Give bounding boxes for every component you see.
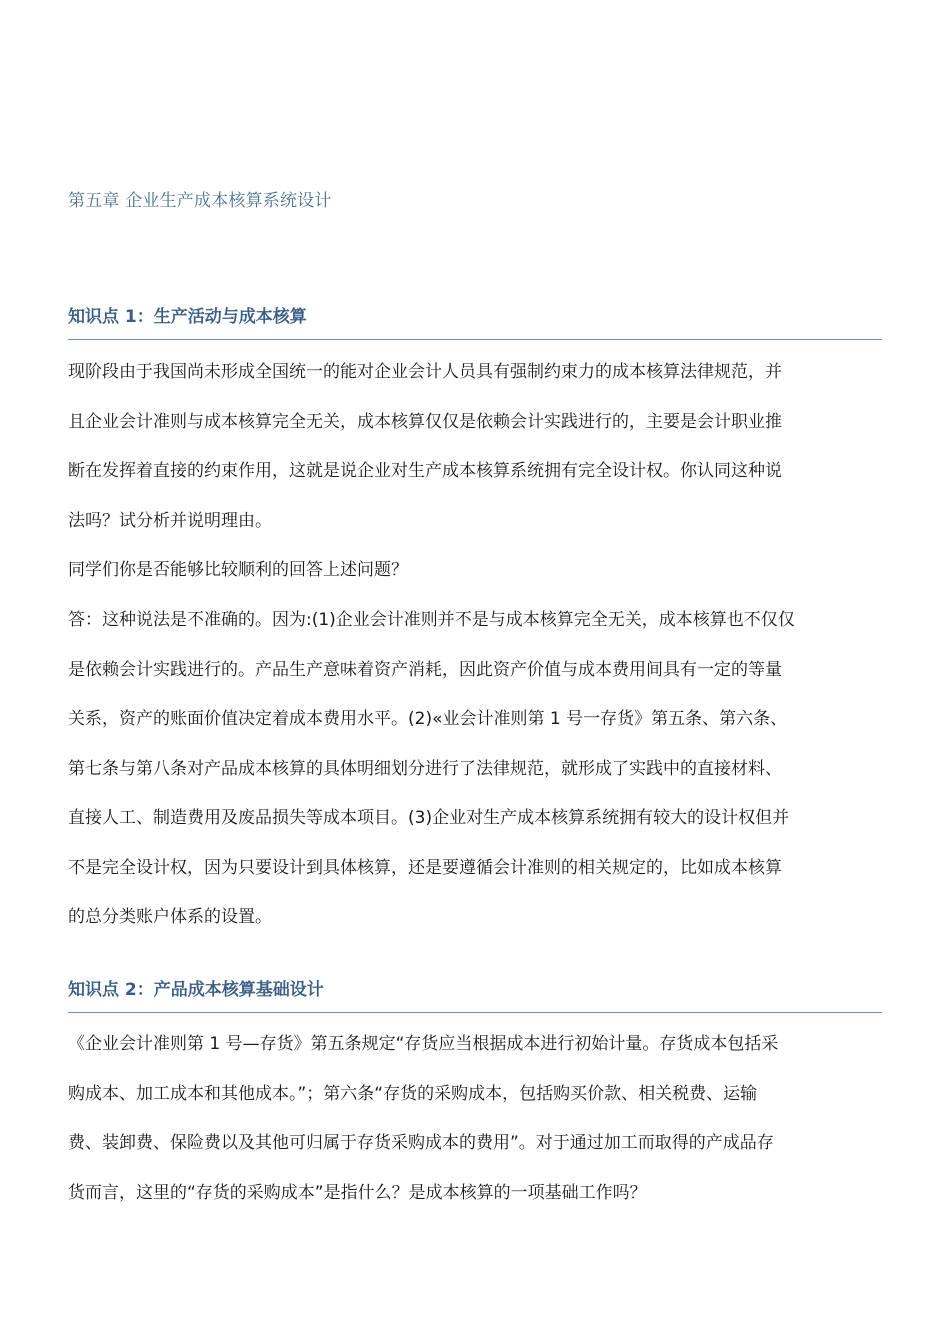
text-line: 是依赖会计实践进行的。产品生产意味着资产消耗，因此资产价值与成本费用间具有一定的等量 xyxy=(68,659,782,680)
text-line: 第七条与第八条对产品成本核算的具体明细划分进行了法律规范，就形成了实践中的直接材料、 xyxy=(68,758,782,779)
text-line: 直接人工、制造费用及废品损失等成本项目。(3)企业对生产成本核算系统拥有较大的设计权但并 xyxy=(68,808,790,828)
section-1-heading: 知识点 1：生产活动与成本核算 xyxy=(68,307,307,327)
section-1-question xyxy=(68,348,888,546)
text-line: 不是完全设计权，因为只要设计到具体核算，还是要遵循会计准则的相关规定的，比如成本核算 xyxy=(68,857,782,878)
section-1-divider xyxy=(68,339,882,340)
section-2-divider xyxy=(68,1012,882,1013)
text-line: 现阶段由于我国尚未形成全国统一的能对企业会计人员具有强制约束力的成本核算法律规范，并 xyxy=(68,362,782,382)
text-line: 的总分类账户体系的设置。 xyxy=(68,907,272,927)
text-line: 购成本、加工成本和其他成本。”；第六条“存货的采购成本，包括购买价款、相关税费、运输 xyxy=(68,1083,758,1104)
section-1-answer xyxy=(68,596,888,943)
section-1-prompt xyxy=(68,546,888,596)
text-line: 货而言，这里的“存货的采购成本”是指什么？是成本核算的一项基础工作吗？ xyxy=(68,1182,647,1203)
text-line: 费、装卸费、保险费以及其他可归属于存货采购成本的费用”。对于通过加工而取得的产成品存 xyxy=(68,1133,774,1153)
text-line: 答：这种说法是不准确的。因为:(1)企业会计准则并不是与成本核算完全无关，成本核算也不仅仅 xyxy=(68,610,795,630)
text-line: 关系，资产的账面价值决定着成本费用水平。(2)«业会计准则第 1 号一存货》第五条、第六条、 xyxy=(68,709,788,729)
section-2-heading: 知识点 2：产品成本核算基础设计 xyxy=(68,980,324,1000)
text-line: 法吗？试分析并说明理由。 xyxy=(68,510,272,531)
text-line: 同学们你是否能够比较顺利的回答上述问题？ xyxy=(68,560,408,580)
text-line: 《企业会计准则第 1 号—存货》第五条规定“存货应当根据成本进行初始计量。存货成本包括采 xyxy=(68,1034,779,1054)
chapter-title: 第五章 企业生产成本核算系统设计 xyxy=(68,191,332,211)
text-line: 断在发挥着直接的约束作用，这就是说企业对生产成本核算系统拥有完全设计权。你认同这种说 xyxy=(68,461,782,481)
section-2-question xyxy=(68,1020,888,1218)
text-line: 且企业会计准则与成本核算完全无关，成本核算仅仅是依赖会计实践进行的，主要是会计职业推 xyxy=(68,411,782,432)
